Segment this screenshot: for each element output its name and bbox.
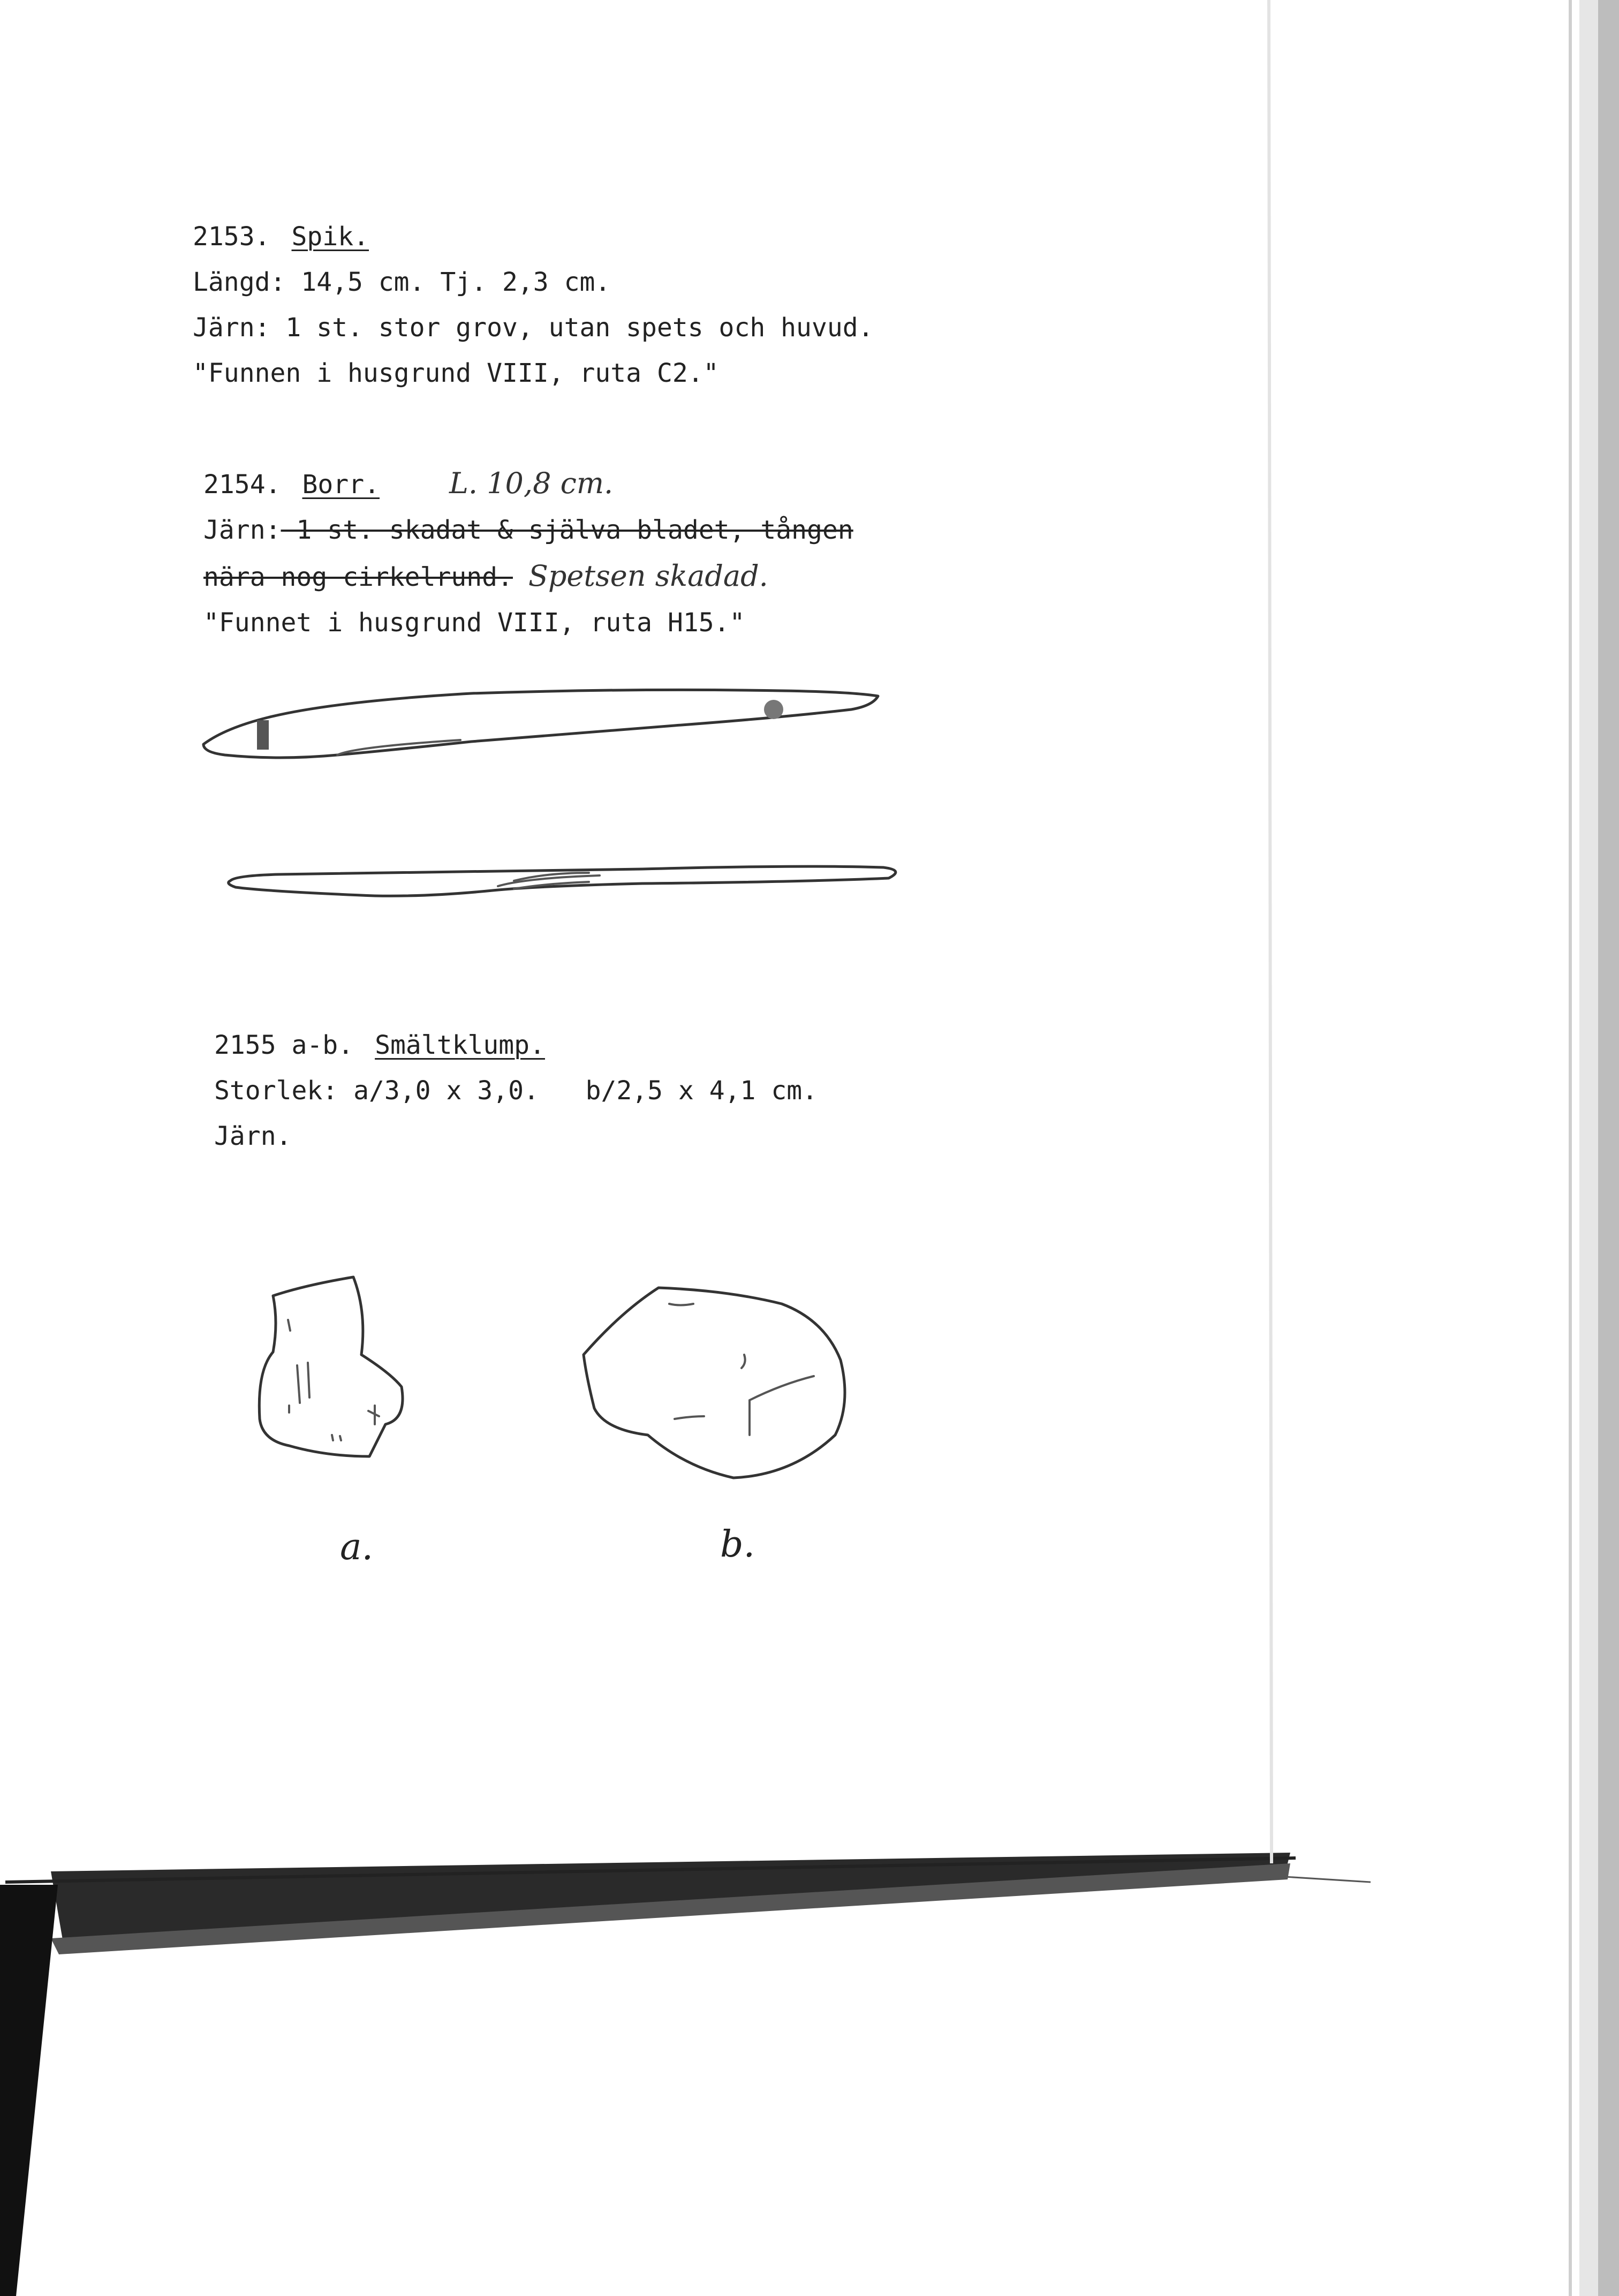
drill-drawing-top: [193, 680, 899, 776]
handwritten-length: L. 10,8 cm.: [449, 466, 614, 500]
entry-line-material: [203, 508, 853, 553]
entry-2155: [214, 1023, 818, 1159]
entry-number: 2155 a-b.: [214, 1030, 354, 1060]
entry-line: Storlek: a/3,0 x 3,0. b/2,5 x 4,1 cm.: [214, 1076, 818, 1106]
entry-line: Järn: 1 st. stor grov, utan spets och huvud.: [193, 313, 874, 343]
entry-title: Smältklump.: [375, 1030, 545, 1060]
entry-number: 2153.: [193, 222, 270, 252]
entry-line-struck: [203, 553, 853, 600]
entry-2153: [193, 214, 874, 396]
slag-lump-b-drawing: [578, 1274, 857, 1489]
entry-line: Längd: 14,5 cm. Tj. 2,3 cm.: [193, 267, 611, 297]
entry-heading: [203, 460, 853, 508]
entry-heading: [193, 214, 874, 260]
entry-line: "Funnen i husgrund VIII, ruta C2.": [193, 358, 719, 388]
entry-title: Borr.: [302, 470, 380, 500]
entry-title: Spik.: [291, 222, 369, 252]
material-label: Järn:: [203, 515, 281, 545]
entry-line: Järn.: [214, 1121, 292, 1151]
handwritten-note: Spetsen skadad.: [528, 559, 768, 593]
figure-label-b: b.: [720, 1523, 755, 1566]
figure-label-a: a.: [340, 1526, 374, 1568]
entry-number: 2154.: [203, 470, 281, 500]
struck-text: 1 st. skadat & själva bladet, tången: [281, 515, 853, 545]
entry-line: "Funnet i husgrund VIII, ruta H15.": [203, 608, 745, 638]
entry-2154: [203, 460, 853, 646]
drill-drawing-side: [214, 849, 910, 918]
entry-heading: [214, 1023, 818, 1068]
struck-text: nära nog cirkelrund.: [203, 562, 513, 592]
slag-lump-a-drawing: [246, 1264, 418, 1478]
